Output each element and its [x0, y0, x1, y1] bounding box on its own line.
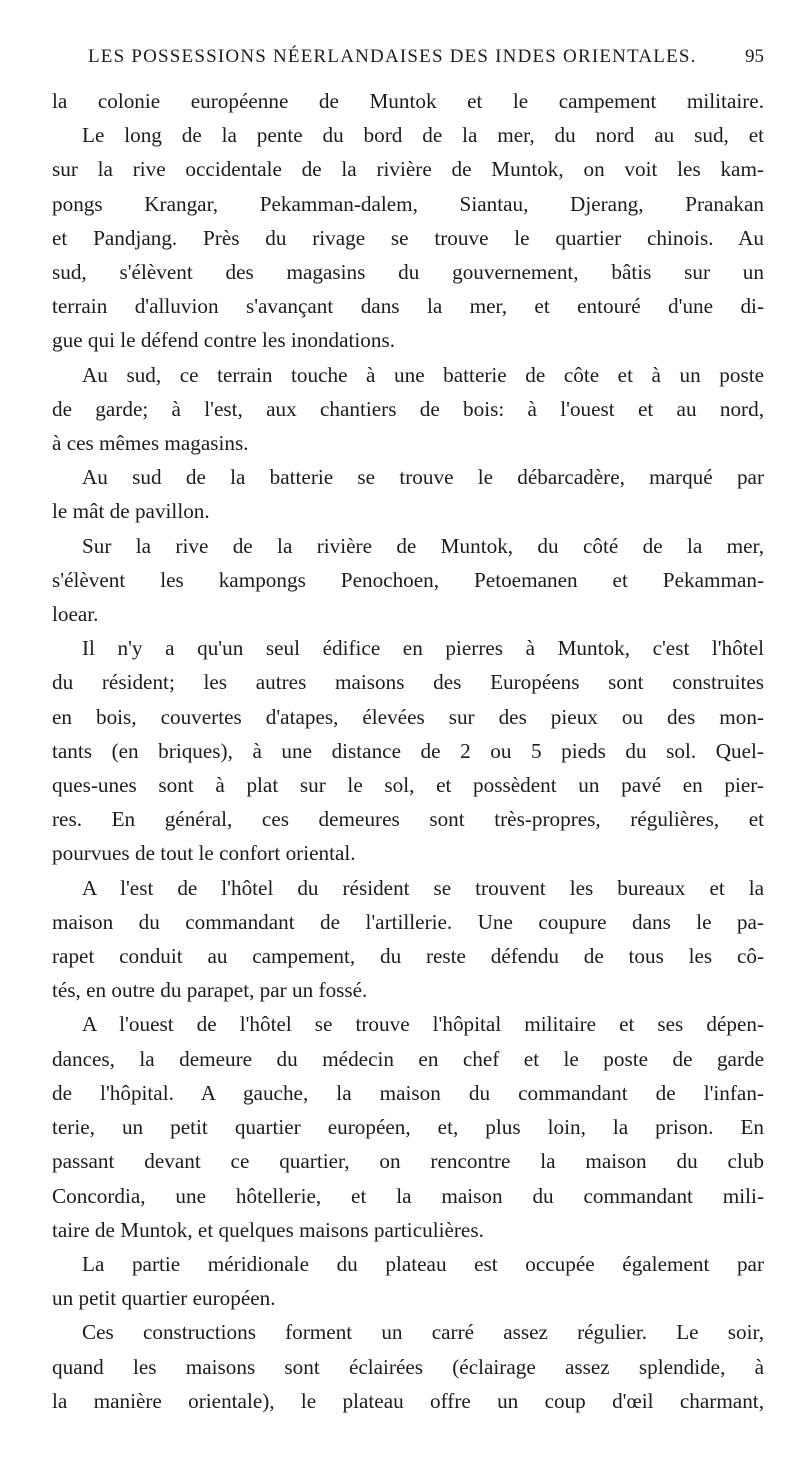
paragraph [52, 631, 764, 870]
text-line: pongs Krangar, Pekamman-dalem, Siantau, Djerang, Pranakan [52, 191, 764, 216]
paragraph [52, 84, 764, 118]
text-line: terie, un petit quartier européen, et, plus loin, la prison. En [52, 1115, 764, 1140]
paragraph [52, 1007, 764, 1246]
text-line: quand les maisons sont éclairées (éclairage assez splendide, à [52, 1354, 764, 1379]
text-line: sud, s'élèvent des magasins du gouvernement, bâtis sur un [52, 260, 764, 285]
text-line: et Pandjang. Près du rivage se trouve le quartier chinois. Au [52, 225, 764, 250]
text-line: Au sud, ce terrain touche à une batterie de côte et à un poste [82, 362, 764, 387]
text-line: A l'ouest de l'hôtel se trouve l'hôpital militaire et ses dépen- [82, 1012, 764, 1037]
paragraph [52, 460, 764, 528]
text-line: pourvues de tout le confort oriental. [52, 841, 356, 866]
text-line: un petit quartier européen. [52, 1286, 276, 1311]
text-line: taire de Muntok, et quelques maisons particulières. [52, 1217, 484, 1242]
text-line: ques-unes sont à plat sur le sol, et possèdent un pavé en pier- [52, 773, 764, 798]
text-line: terrain d'alluvion s'avançant dans la mer, et entouré d'une di- [52, 294, 764, 319]
text-line: de l'hôpital. A gauche, la maison du commandant de l'infan- [52, 1080, 764, 1105]
text-line: passant devant ce quartier, on rencontre la maison du club [52, 1149, 764, 1174]
running-title: LES POSSESSIONS NÉERLANDAISES DES INDES ORIENTALES. [88, 46, 697, 67]
text-line: Il n'y a qu'un seul édifice en pierres à Muntok, c'est l'hôtel [82, 636, 764, 661]
text-line: Concordia, une hôtellerie, et la maison du commandant mili- [52, 1183, 764, 1208]
text-line: loear. [52, 602, 99, 627]
text-line: Ces constructions forment un carré assez régulier. Le soir, [82, 1320, 764, 1345]
text-line: tés, en outre du parapet, par un fossé. [52, 978, 368, 1003]
body-text [52, 84, 764, 1418]
paragraph [52, 1247, 764, 1315]
paragraph [52, 1315, 764, 1418]
text-line: du résident; les autres maisons des Européens sont construites [52, 670, 764, 695]
paragraph [52, 871, 764, 1008]
text-line: gue qui le défend contre les inondations. [52, 328, 396, 353]
running-header [52, 40, 764, 76]
paragraph [52, 358, 764, 461]
text-line: en bois, couvertes d'atapes, élevées sur des pieux ou des mon- [52, 704, 764, 729]
page-number: 95 [745, 46, 764, 67]
text-line: tants (en briques), à une distance de 2 ou 5 pieds du sol. Quel- [52, 738, 764, 763]
paragraph [52, 118, 764, 357]
book-page [52, 40, 764, 1450]
text-line: dances, la demeure du médecin en chef et le poste de garde [52, 1046, 764, 1071]
text-line: s'élèvent les kampongs Penochoen, Petoemanen et Pekamman- [52, 567, 764, 592]
text-line: sur la rive occidentale de la rivière de Muntok, on voit les kam- [52, 157, 764, 182]
text-line: La partie méridionale du plateau est occupée également par [82, 1251, 764, 1276]
text-line: rapet conduit au campement, du reste défendu de tous les cô- [52, 944, 764, 969]
text-line: Le long de la pente du bord de la mer, du nord au sud, et [82, 123, 764, 148]
text-line: à ces mêmes magasins. [52, 431, 249, 456]
text-line: la manière orientale), le plateau offre un coup d'œil charmant, [52, 1388, 764, 1413]
text-line: la colonie européenne de Muntok et le campement militaire. [52, 89, 764, 113]
text-line: de garde; à l'est, aux chantiers de bois: à l'ouest et au nord, [52, 396, 764, 421]
text-line: Au sud de la batterie se trouve le débarcadère, marqué par [82, 465, 764, 490]
text-line: res. En général, ces demeures sont très-propres, régulières, et [52, 807, 764, 832]
text-line: le mât de pavillon. [52, 499, 210, 524]
text-line: Sur la rive de la rivière de Muntok, du côté de la mer, [82, 533, 764, 558]
paragraph [52, 529, 764, 632]
text-line: maison du commandant de l'artillerie. Une coupure dans le pa- [52, 909, 764, 934]
text-line: A l'est de l'hôtel du résident se trouvent les bureaux et la [82, 875, 764, 900]
